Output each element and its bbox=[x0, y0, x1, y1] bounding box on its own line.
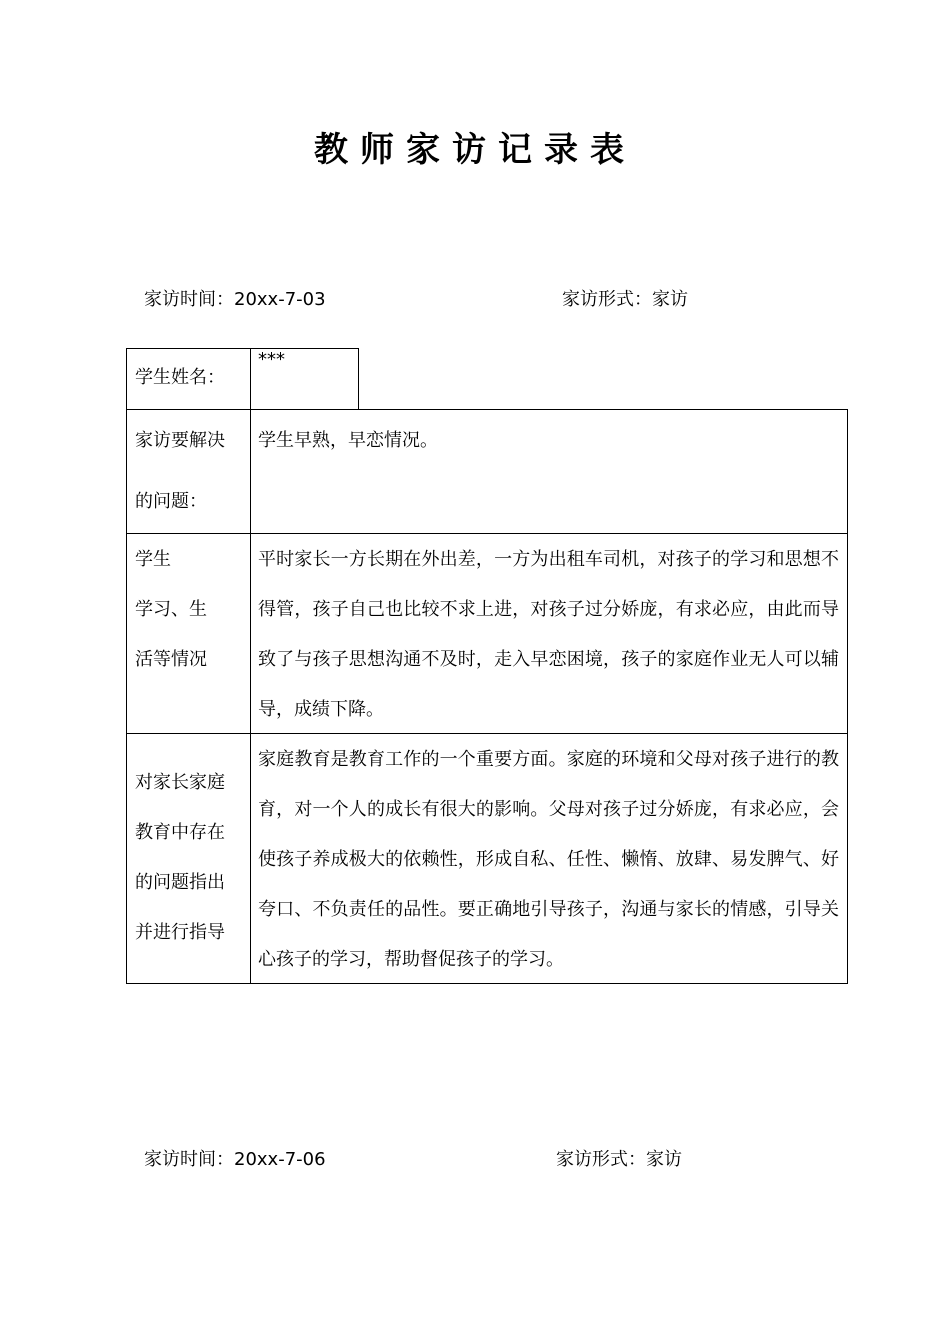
guidance-label-line: 对家长家庭 bbox=[135, 772, 225, 793]
visit-form-1: 家访形式：家访 bbox=[562, 289, 688, 310]
visit-time-2: 家访时间：20xx-7-06 bbox=[144, 1149, 326, 1170]
visit-time-1: 家访时间：20xx-7-03 bbox=[144, 289, 326, 310]
guidance-label-line: 并进行指导 bbox=[135, 922, 225, 943]
situation-label bbox=[126, 533, 251, 734]
page-title: 教师家访记录表 bbox=[314, 130, 636, 170]
guidance-label-line: 教育中存在 bbox=[135, 822, 225, 843]
problem-label-line: 家访要解决 bbox=[135, 430, 225, 451]
student-name-label: 学生姓名： bbox=[126, 348, 251, 410]
situation-label-line: 学习、生 bbox=[135, 599, 207, 620]
problem-label bbox=[126, 409, 251, 534]
visit-form-2: 家访形式：家访 bbox=[556, 1149, 682, 1170]
student-name-value: *** bbox=[250, 348, 359, 410]
situation-label-line: 活等情况 bbox=[135, 649, 207, 670]
problem-label-line: 的问题： bbox=[135, 491, 207, 512]
guidance-value: 家庭教育是教育工作的一个重要方面。家庭的环境和父母对孩子进行的教育，对一个人的成长有很大的影响。父母对孩子过分娇庞，有求必应，会使孩子养成极大的依赖性，形成自私、任性、懒惰、放肆、易发脾气、好夸口、不负责任的品性。要正确地引导孩子，沟通与家长的情感，引导关心孩子的学习，帮助督促孩子的学习。 bbox=[250, 733, 848, 984]
guidance-label-line: 的问题指出 bbox=[135, 872, 225, 893]
problem-value: 学生早熟，早恋情况。 bbox=[250, 409, 848, 534]
guidance-label bbox=[126, 733, 251, 984]
situation-value: 平时家长一方长期在外出差，一方为出租车司机，对孩子的学习和思想不得管，孩子自己也比较不求上进，对孩子过分娇庞，有求必应，由此而导致了与孩子思想沟通不及时，走入早恋困境，孩子的家庭作业无人可以辅导，成绩下降。 bbox=[250, 533, 848, 734]
situation-label-line: 学生 bbox=[135, 549, 171, 570]
